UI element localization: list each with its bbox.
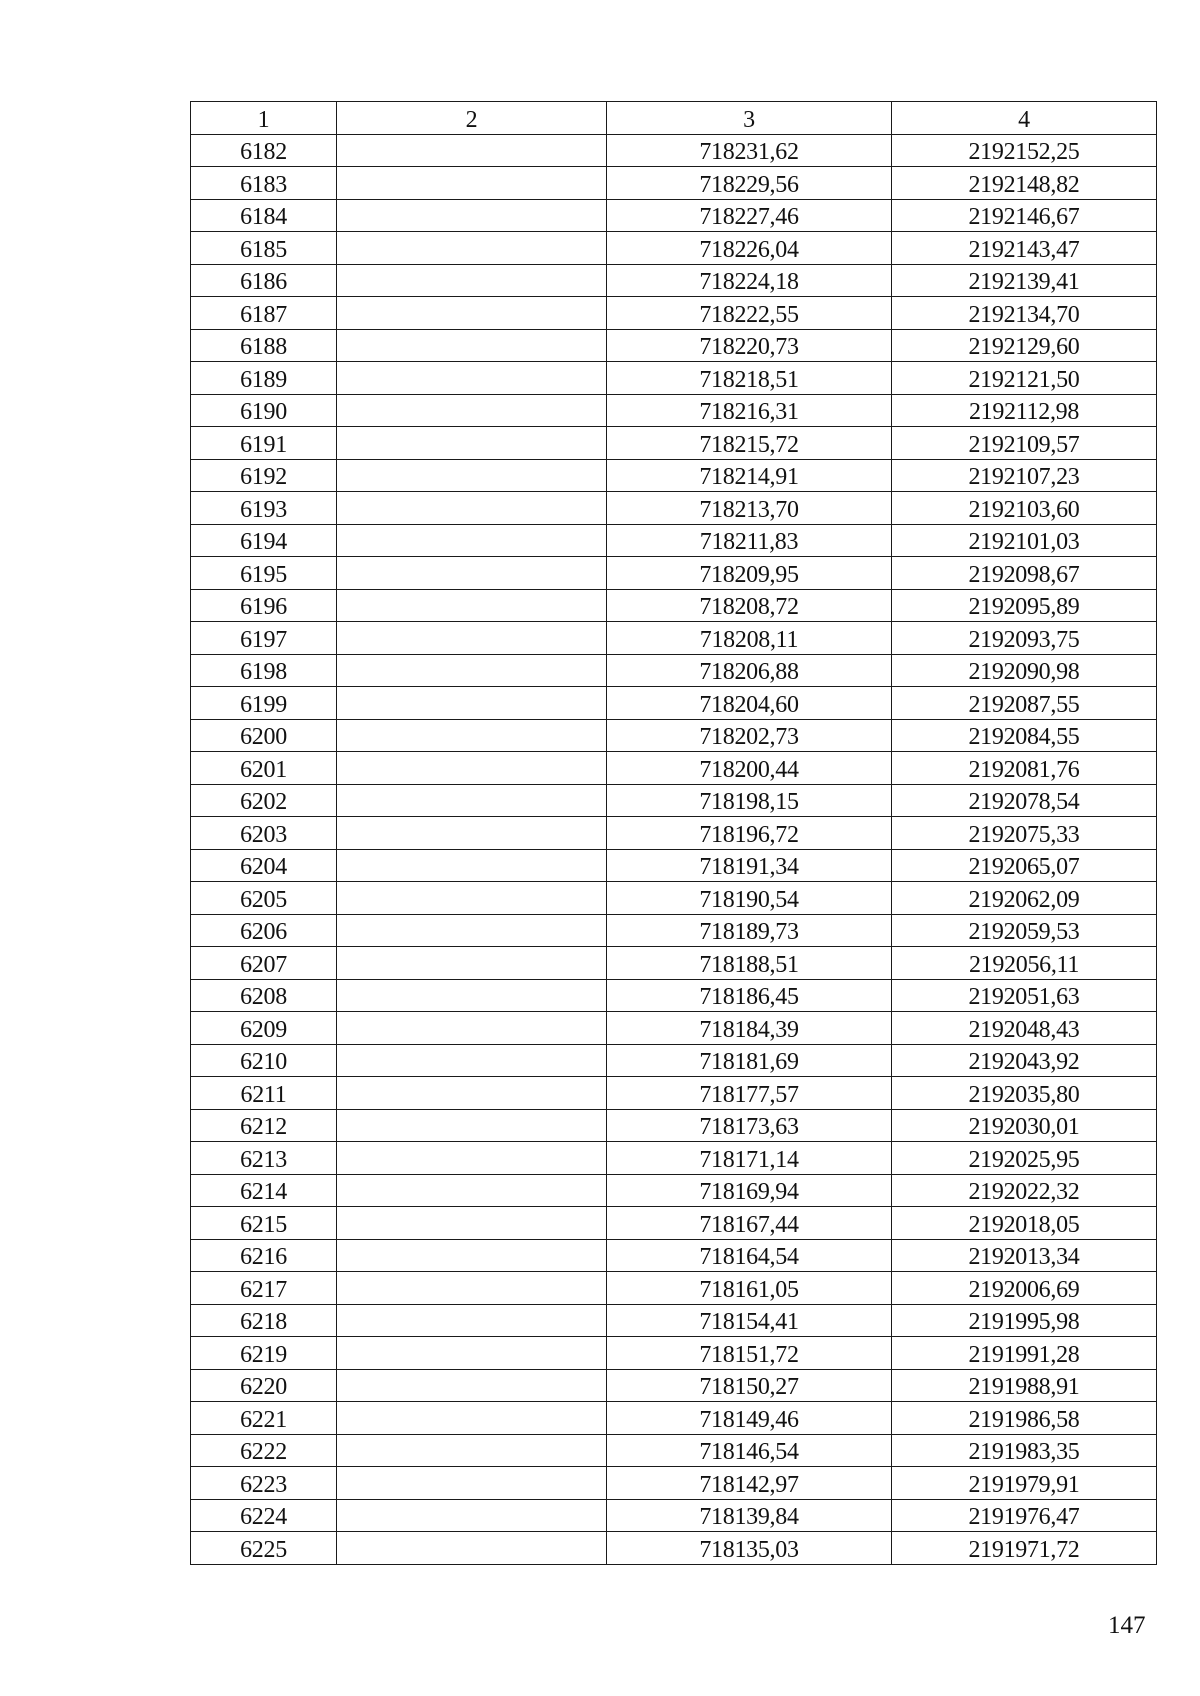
table-cell-col-3: 718216,31 [607, 394, 892, 427]
table-cell-col-3: 718146,54 [607, 1434, 892, 1467]
table-cell-col-4: 2192129,60 [892, 329, 1157, 362]
table-cell-col-2 [337, 492, 607, 525]
table-cell-col-3: 718202,73 [607, 719, 892, 752]
table-cell-col-3: 718164,54 [607, 1239, 892, 1272]
table-cell-col-3: 718229,56 [607, 167, 892, 200]
table-cell-col-1: 6203 [191, 817, 337, 850]
table-cell-col-1: 6220 [191, 1369, 337, 1402]
table-cell-col-1: 6211 [191, 1077, 337, 1110]
table-cell-col-2 [337, 622, 607, 655]
table-row [191, 849, 1157, 882]
table-cell-col-1: 6213 [191, 1142, 337, 1175]
table-cell-col-4: 2192043,92 [892, 1044, 1157, 1077]
table-cell-col-2 [337, 947, 607, 980]
table-cell-col-2 [337, 1434, 607, 1467]
table-cell-col-1: 6201 [191, 752, 337, 785]
table-cell-col-1: 6206 [191, 914, 337, 947]
table-cell-col-1: 6212 [191, 1109, 337, 1142]
table-cell-col-4: 2191995,98 [892, 1304, 1157, 1337]
table-cell-col-1: 6198 [191, 654, 337, 687]
table-cell-col-4: 2192103,60 [892, 492, 1157, 525]
table-cell-col-2 [337, 459, 607, 492]
table-cell-col-2 [337, 264, 607, 297]
table-cell-col-2 [337, 589, 607, 622]
table-cell-col-1: 6199 [191, 687, 337, 720]
table-cell-col-3: 718154,41 [607, 1304, 892, 1337]
table-cell-col-2 [337, 1499, 607, 1532]
table-cell-col-1: 6218 [191, 1304, 337, 1337]
table-cell-col-1: 6217 [191, 1272, 337, 1305]
table-cell-col-3: 718135,03 [607, 1532, 892, 1565]
table-cell-col-4: 2192134,70 [892, 297, 1157, 330]
table-cell-col-1: 6195 [191, 557, 337, 590]
table-cell-col-3: 718184,39 [607, 1012, 892, 1045]
table-row [191, 1272, 1157, 1305]
table-cell-col-2 [337, 1369, 607, 1402]
table-cell-col-3: 718191,34 [607, 849, 892, 882]
table-row [191, 622, 1157, 655]
table-cell-col-2 [337, 1304, 607, 1337]
table-row [191, 362, 1157, 395]
table-row [191, 1499, 1157, 1532]
table-cell-col-1: 6194 [191, 524, 337, 557]
table-row [191, 524, 1157, 557]
table-cell-col-2 [337, 1077, 607, 1110]
table-cell-col-3: 718213,70 [607, 492, 892, 525]
table-cell-col-1: 6205 [191, 882, 337, 915]
table-cell-col-3: 718211,83 [607, 524, 892, 557]
table-cell-col-4: 2192013,34 [892, 1239, 1157, 1272]
table-cell-col-4: 2192139,41 [892, 264, 1157, 297]
table-cell-col-3: 718218,51 [607, 362, 892, 395]
table-cell-col-2 [337, 557, 607, 590]
table-row [191, 882, 1157, 915]
table-cell-col-4: 2192112,98 [892, 394, 1157, 427]
table-cell-col-1: 6187 [191, 297, 337, 330]
table-cell-col-4: 2192062,09 [892, 882, 1157, 915]
table-cell-col-2 [337, 1174, 607, 1207]
table-row [191, 1532, 1157, 1565]
table-cell-col-2 [337, 1109, 607, 1142]
table-cell-col-3: 718150,27 [607, 1369, 892, 1402]
table-cell-col-2 [337, 817, 607, 850]
table-cell-col-3: 718214,91 [607, 459, 892, 492]
table-row [191, 329, 1157, 362]
table-cell-col-3: 718151,72 [607, 1337, 892, 1370]
table-cell-col-3: 718173,63 [607, 1109, 892, 1142]
table-cell-col-4: 2192056,11 [892, 947, 1157, 980]
table-cell-col-3: 718186,45 [607, 979, 892, 1012]
table-cell-col-3: 718231,62 [607, 134, 892, 167]
table-cell-col-2 [337, 1207, 607, 1240]
table-row [191, 557, 1157, 590]
table-row [191, 492, 1157, 525]
table-row [191, 1142, 1157, 1175]
table-cell-col-2 [337, 882, 607, 915]
table-cell-col-1: 6202 [191, 784, 337, 817]
table-cell-col-1: 6184 [191, 199, 337, 232]
table-row [191, 752, 1157, 785]
table-row [191, 947, 1157, 980]
table-row [191, 1109, 1157, 1142]
table-cell-col-2 [337, 1142, 607, 1175]
table-cell-col-4: 2192022,32 [892, 1174, 1157, 1207]
table-cell-col-4: 2192065,07 [892, 849, 1157, 882]
table-row [191, 1337, 1157, 1370]
table-row [191, 232, 1157, 265]
table-cell-col-4: 2192081,76 [892, 752, 1157, 785]
table-cell-col-2 [337, 719, 607, 752]
table-cell-col-4: 2192146,67 [892, 199, 1157, 232]
table-cell-col-4: 2192078,54 [892, 784, 1157, 817]
table-cell-col-1: 6192 [191, 459, 337, 492]
table-cell-col-3: 718149,46 [607, 1402, 892, 1435]
table-cell-col-4: 2192143,47 [892, 232, 1157, 265]
table-row [191, 167, 1157, 200]
table-cell-col-4: 2191991,28 [892, 1337, 1157, 1370]
table-cell-col-4: 2192148,82 [892, 167, 1157, 200]
table-cell-col-1: 6215 [191, 1207, 337, 1240]
table-cell-col-4: 2192018,05 [892, 1207, 1157, 1240]
table-cell-col-2 [337, 1044, 607, 1077]
column-header-1: 1 [191, 102, 337, 135]
table-row [191, 1369, 1157, 1402]
table-cell-col-3: 718226,04 [607, 232, 892, 265]
table-cell-col-2 [337, 1532, 607, 1565]
table-cell-col-4: 2192101,03 [892, 524, 1157, 557]
table-cell-col-3: 718181,69 [607, 1044, 892, 1077]
table-cell-col-4: 2192025,95 [892, 1142, 1157, 1175]
table-cell-col-3: 718196,72 [607, 817, 892, 850]
table-cell-col-2 [337, 979, 607, 1012]
table-cell-col-1: 6219 [191, 1337, 337, 1370]
table-cell-col-3: 718177,57 [607, 1077, 892, 1110]
table-body [191, 134, 1157, 1564]
table-cell-col-4: 2191976,47 [892, 1499, 1157, 1532]
table-cell-col-1: 6193 [191, 492, 337, 525]
table-cell-col-3: 718215,72 [607, 427, 892, 460]
table-cell-col-4: 2192090,98 [892, 654, 1157, 687]
table-cell-col-2 [337, 849, 607, 882]
table-cell-col-1: 6196 [191, 589, 337, 622]
table-cell-col-1: 6188 [191, 329, 337, 362]
table-cell-col-3: 718171,14 [607, 1142, 892, 1175]
table-row [191, 394, 1157, 427]
table-cell-col-1: 6191 [191, 427, 337, 460]
table-row [191, 654, 1157, 687]
table-cell-col-1: 6204 [191, 849, 337, 882]
table-cell-col-3: 718167,44 [607, 1207, 892, 1240]
table-cell-col-1: 6223 [191, 1467, 337, 1500]
table-row [191, 1077, 1157, 1110]
table-cell-col-1: 6222 [191, 1434, 337, 1467]
table-row [191, 297, 1157, 330]
table-cell-col-4: 2192006,69 [892, 1272, 1157, 1305]
table-cell-col-4: 2192035,80 [892, 1077, 1157, 1110]
table-row [191, 1012, 1157, 1045]
table-cell-col-3: 718200,44 [607, 752, 892, 785]
table-cell-col-3: 718227,46 [607, 199, 892, 232]
table-row [191, 784, 1157, 817]
table-cell-col-2 [337, 427, 607, 460]
table-cell-col-3: 718222,55 [607, 297, 892, 330]
table-cell-col-1: 6209 [191, 1012, 337, 1045]
table-cell-col-1: 6189 [191, 362, 337, 395]
table-row [191, 1467, 1157, 1500]
table-cell-col-2 [337, 232, 607, 265]
table-cell-col-3: 718188,51 [607, 947, 892, 980]
table-cell-col-3: 718220,73 [607, 329, 892, 362]
table-cell-col-3: 718206,88 [607, 654, 892, 687]
table-cell-col-4: 2192030,01 [892, 1109, 1157, 1142]
table-cell-col-1: 6185 [191, 232, 337, 265]
table-cell-col-4: 2191979,91 [892, 1467, 1157, 1500]
table-cell-col-1: 6224 [191, 1499, 337, 1532]
table-cell-col-2 [337, 1467, 607, 1500]
table-cell-col-4: 2192098,67 [892, 557, 1157, 590]
table-row [191, 1434, 1157, 1467]
table-cell-col-2 [337, 362, 607, 395]
table-cell-col-2 [337, 297, 607, 330]
table-cell-col-4: 2192109,57 [892, 427, 1157, 460]
table-row [191, 979, 1157, 1012]
table-cell-col-3: 718204,60 [607, 687, 892, 720]
table-cell-col-4: 2192087,55 [892, 687, 1157, 720]
coordinates-table [190, 101, 1157, 1565]
table-cell-col-1: 6225 [191, 1532, 337, 1565]
table-cell-col-2 [337, 752, 607, 785]
table-cell-col-4: 2192084,55 [892, 719, 1157, 752]
table-cell-col-1: 6186 [191, 264, 337, 297]
table-cell-col-2 [337, 524, 607, 557]
table-cell-col-1: 6221 [191, 1402, 337, 1435]
table-cell-col-3: 718161,05 [607, 1272, 892, 1305]
table-cell-col-2 [337, 134, 607, 167]
column-header-2: 2 [337, 102, 607, 135]
table-cell-col-2 [337, 394, 607, 427]
table-row [191, 817, 1157, 850]
table-cell-col-1: 6190 [191, 394, 337, 427]
table-cell-col-1: 6183 [191, 167, 337, 200]
table-cell-col-3: 718224,18 [607, 264, 892, 297]
page-number: 147 [1108, 1612, 1146, 1639]
table-cell-col-1: 6182 [191, 134, 337, 167]
table-cell-col-3: 718208,72 [607, 589, 892, 622]
table-row [191, 1304, 1157, 1337]
table-cell-col-4: 2192093,75 [892, 622, 1157, 655]
table-row [191, 427, 1157, 460]
table-cell-col-4: 2191986,58 [892, 1402, 1157, 1435]
table-row [191, 589, 1157, 622]
table-cell-col-2 [337, 654, 607, 687]
table-row [191, 687, 1157, 720]
table-cell-col-4: 2191988,91 [892, 1369, 1157, 1402]
table-cell-col-1: 6200 [191, 719, 337, 752]
table-row [191, 134, 1157, 167]
table-cell-col-2 [337, 1012, 607, 1045]
table-cell-col-3: 718142,97 [607, 1467, 892, 1500]
table-cell-col-1: 6208 [191, 979, 337, 1012]
table-cell-col-2 [337, 914, 607, 947]
table-cell-col-2 [337, 1239, 607, 1272]
column-header-3: 3 [607, 102, 892, 135]
table-cell-col-3: 718208,11 [607, 622, 892, 655]
table-cell-col-1: 6210 [191, 1044, 337, 1077]
table-cell-col-3: 718198,15 [607, 784, 892, 817]
table-cell-col-1: 6207 [191, 947, 337, 980]
table-row [191, 1239, 1157, 1272]
table-cell-col-2 [337, 1402, 607, 1435]
table-cell-col-4: 2192075,33 [892, 817, 1157, 850]
table-cell-col-3: 718209,95 [607, 557, 892, 590]
table-cell-col-2 [337, 329, 607, 362]
table-row [191, 719, 1157, 752]
table-cell-col-3: 718190,54 [607, 882, 892, 915]
table-cell-col-3: 718189,73 [607, 914, 892, 947]
table-row [191, 1044, 1157, 1077]
table-cell-col-4: 2192152,25 [892, 134, 1157, 167]
table-cell-col-4: 2192051,63 [892, 979, 1157, 1012]
table-cell-col-4: 2192121,50 [892, 362, 1157, 395]
table-cell-col-3: 718139,84 [607, 1499, 892, 1532]
table-row [191, 914, 1157, 947]
table-row [191, 264, 1157, 297]
table-cell-col-2 [337, 167, 607, 200]
table-row [191, 459, 1157, 492]
table-row [191, 1174, 1157, 1207]
table-row [191, 199, 1157, 232]
table-cell-col-3: 718169,94 [607, 1174, 892, 1207]
table-cell-col-2 [337, 784, 607, 817]
column-header-4: 4 [892, 102, 1157, 135]
table-cell-col-2 [337, 1337, 607, 1370]
table-row [191, 1207, 1157, 1240]
table-cell-col-4: 2191971,72 [892, 1532, 1157, 1565]
table-cell-col-4: 2192095,89 [892, 589, 1157, 622]
table-cell-col-2 [337, 687, 607, 720]
table-cell-col-2 [337, 199, 607, 232]
table-cell-col-4: 2192107,23 [892, 459, 1157, 492]
table-cell-col-2 [337, 1272, 607, 1305]
table-cell-col-1: 6197 [191, 622, 337, 655]
table-cell-col-4: 2191983,35 [892, 1434, 1157, 1467]
table-cell-col-4: 2192059,53 [892, 914, 1157, 947]
table-cell-col-1: 6214 [191, 1174, 337, 1207]
table-header-row [191, 102, 1157, 135]
table-row [191, 1402, 1157, 1435]
table-cell-col-1: 6216 [191, 1239, 337, 1272]
table-cell-col-4: 2192048,43 [892, 1012, 1157, 1045]
